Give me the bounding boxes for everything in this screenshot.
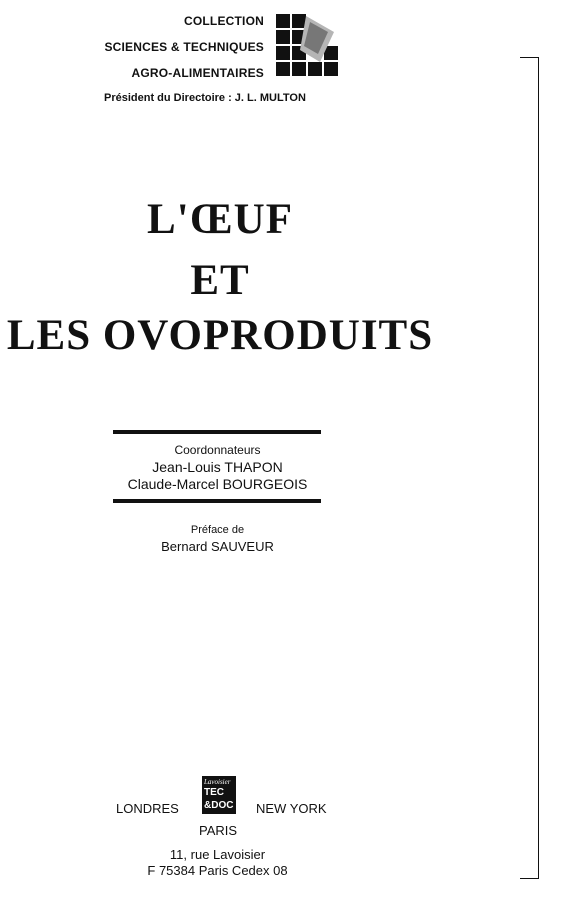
publisher-logo-line-3: &DOC (204, 800, 234, 811)
title-line-1: L'ŒUF (147, 196, 293, 243)
collection-name (60, 8, 264, 86)
collection-line-2: SCIENCES & TECHNIQUES (104, 40, 264, 54)
address-line-2: F 75384 Paris Cedex 08 (147, 863, 288, 878)
bottom-rule (113, 499, 321, 503)
collection-line-1: COLLECTION (184, 14, 264, 28)
author-1: Jean-Louis THAPON (152, 459, 283, 475)
city-new-york: NEW YORK (256, 801, 327, 816)
publisher-logo-icon (202, 776, 236, 814)
top-rule (113, 430, 321, 434)
preface-author: Bernard SAUVEUR (161, 539, 274, 554)
preface-label: Préface de (190, 524, 245, 536)
collection-logo-icon (276, 14, 340, 80)
publisher-logo-line-1: Lavoisier (204, 778, 231, 786)
author-2: Claude-Marcel BOURGEOIS (127, 476, 308, 492)
title-line-3: LES OVOPRODUITS (6, 312, 434, 359)
coordinators-label: Coordonnateurs (174, 443, 261, 457)
collection-line-3: AGRO-ALIMENTAIRES (131, 66, 264, 80)
city-london: LONDRES (116, 801, 179, 816)
city-paris: PARIS (199, 823, 238, 838)
president-line: Président du Directoire : J. L. MULTON (104, 92, 306, 104)
address-line-1: 11, rue Lavoisier (169, 847, 266, 862)
page-bracket (520, 57, 539, 879)
publisher-logo-line-2: TEC (204, 787, 224, 798)
title-line-2: ET (190, 257, 250, 304)
